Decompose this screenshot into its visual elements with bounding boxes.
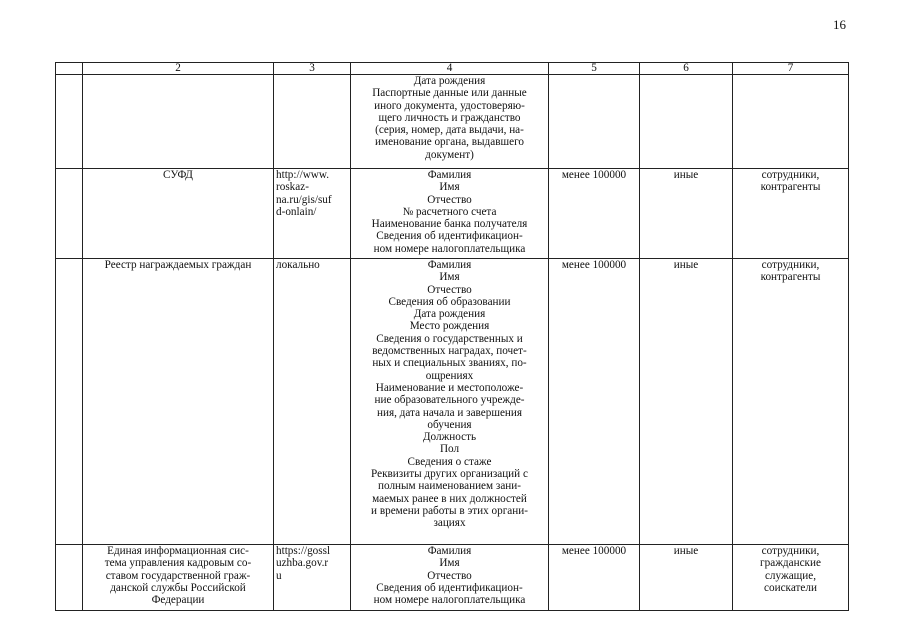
data-list-cell-line: Дата рождения xyxy=(413,308,486,321)
location-cell-line: локально xyxy=(276,259,320,271)
data-list-cell-line: № расчетного счета xyxy=(402,205,497,218)
data-list-cell-line: Отчество xyxy=(427,193,472,206)
data-list-cell-line: Дата рождения xyxy=(413,75,486,87)
subjects-cell-line: служащие, xyxy=(764,569,817,582)
data-list-cell-line: Имя xyxy=(439,557,460,570)
data-list-cell-line: (серия, номер, дата выдачи, на- xyxy=(375,124,524,137)
data-list-cell-line: иного документа, удостоверяю- xyxy=(374,99,525,112)
location-cell xyxy=(274,75,351,169)
page-number: 16 xyxy=(833,17,846,32)
data-list-cell-line: ных и специальных званиях, по- xyxy=(372,357,527,370)
data-list-cell xyxy=(351,259,549,545)
system-name-cell-line: Федерации xyxy=(151,594,205,607)
data-list-cell xyxy=(351,545,549,611)
volume-cell xyxy=(549,75,640,169)
location-cell-line: uzhba.gov.r xyxy=(276,557,329,570)
data-list-cell-line: именование органа, выдавшего xyxy=(375,136,524,149)
header-cell-5: 5 xyxy=(549,63,640,75)
subjects-cell-line: сотрудники, xyxy=(761,169,820,181)
location-cell-line: roskaz- xyxy=(276,181,309,194)
system-name-cell xyxy=(83,169,274,259)
data-list-cell-line: ном номере налогоплательщика xyxy=(373,242,526,255)
system-name-cell-line: ставом государственной граж- xyxy=(105,569,251,582)
system-name-cell xyxy=(83,259,274,545)
row-number-cell xyxy=(56,169,83,259)
data-list-cell xyxy=(351,169,549,259)
subjects-cell-line: контрагенты xyxy=(760,271,821,284)
table-row xyxy=(56,259,849,545)
data-list-cell-line: Фамилия xyxy=(427,259,472,271)
data-list-cell-line: ведомственных наградах, почет- xyxy=(372,345,527,358)
location-cell-line: d-onlain/ xyxy=(276,205,317,218)
category-cell: иные xyxy=(640,169,733,259)
data-list-cell-line: Наименование и местоположе- xyxy=(375,381,524,394)
data-list-cell-line: документ) xyxy=(425,148,474,161)
location-cell-line: http://www. xyxy=(276,169,330,181)
personal-data-systems-table xyxy=(55,62,849,611)
header-cell-2: 2 xyxy=(83,63,274,75)
subjects-cell xyxy=(733,169,849,259)
system-name-cell-line: Единая информационная сис- xyxy=(107,545,249,557)
subjects-cell xyxy=(733,259,849,545)
row-number-cell xyxy=(56,545,83,611)
table-row xyxy=(56,75,849,169)
data-list-cell-line: Сведения о государственных и xyxy=(376,332,523,345)
header-cell-7: 7 xyxy=(733,63,849,75)
data-list-cell-line: Сведения о стаже xyxy=(407,455,492,468)
system-name-cell-line: данской службы Российской xyxy=(110,581,246,594)
data-list-cell-line: ощрениях xyxy=(425,369,474,382)
system-name-cell-line: Реестр награждаемых граждан xyxy=(104,259,252,271)
header-cell-6: 6 xyxy=(640,63,733,75)
location-cell-line: u xyxy=(276,569,282,582)
volume-cell: менее 100000 xyxy=(549,259,640,545)
table-row xyxy=(56,545,849,611)
subjects-cell xyxy=(733,545,849,611)
system-name-cell xyxy=(83,545,274,611)
row-number-cell xyxy=(56,259,83,545)
data-list-cell-line: Место рождения xyxy=(409,320,490,333)
data-list-cell-line: Сведения об идентификацион- xyxy=(376,581,523,594)
data-list-cell-line: маемых ранее в них должностей xyxy=(372,492,527,505)
data-list-cell-line: Отчество xyxy=(427,283,472,296)
category-cell: иные xyxy=(640,545,733,611)
data-list-cell-line: зациях xyxy=(433,517,466,530)
subjects-cell-line: сотрудники, xyxy=(761,545,820,557)
system-name-cell-line: СУФД xyxy=(163,169,193,181)
data-list-cell-line: Фамилия xyxy=(427,545,472,557)
data-list-cell-line: полным наименованием зани- xyxy=(378,480,521,493)
data-list-cell-line: Должность xyxy=(422,431,477,444)
data-list-cell-line: Отчество xyxy=(427,569,472,582)
data-list-cell xyxy=(351,75,549,169)
row-number-cell xyxy=(56,75,83,169)
volume-cell: менее 100000 xyxy=(549,169,640,259)
data-list-cell-line: ние образовательного учрежде- xyxy=(374,394,525,407)
subjects-cell-line: контрагенты xyxy=(760,181,821,194)
location-cell xyxy=(274,545,351,611)
subjects-cell xyxy=(733,75,849,169)
data-list-cell-line: ния, дата начала и завершения xyxy=(376,406,523,419)
subjects-cell-line: гражданские xyxy=(760,557,821,570)
system-name-cell-line: тема управления кадровым со- xyxy=(104,557,252,570)
volume-cell: менее 100000 xyxy=(549,545,640,611)
data-list-cell-line: Паспортные данные или данные xyxy=(372,87,527,100)
category-cell xyxy=(640,75,733,169)
table-row xyxy=(56,169,849,259)
location-cell xyxy=(274,259,351,545)
header-cell-3: 3 xyxy=(274,63,351,75)
table-header-row xyxy=(56,63,849,75)
header-cell-1 xyxy=(56,63,83,75)
data-list-cell-line: ном номере налогоплательщика xyxy=(373,594,526,607)
data-list-cell-line: Сведения об образовании xyxy=(388,295,511,308)
system-name-cell xyxy=(83,75,274,169)
category-cell: иные xyxy=(640,259,733,545)
data-list-cell-line: щего личность и гражданство xyxy=(378,111,521,124)
subjects-cell-line: соискатели xyxy=(764,581,817,594)
data-list-cell-line: Фамилия xyxy=(427,169,472,181)
data-list-cell-line: обучения xyxy=(427,418,472,431)
data-list-cell-line: Имя xyxy=(439,181,460,194)
subjects-cell-line: сотрудники, xyxy=(761,259,820,271)
location-cell-line: na.ru/gis/suf xyxy=(276,193,332,206)
data-list-cell-line: и времени работы в этих органи- xyxy=(371,504,528,517)
data-list-cell-line: Наименование банка получателя xyxy=(371,218,528,231)
data-list-cell-line: Имя xyxy=(439,271,460,284)
data-list-cell-line: Сведения об идентификацион- xyxy=(376,230,523,243)
data-list-cell-line: Пол xyxy=(439,443,460,456)
location-cell xyxy=(274,169,351,259)
location-cell-line: https://gossl xyxy=(276,545,331,557)
data-list-cell-line: Реквизиты других организаций с xyxy=(371,468,528,481)
header-cell-4: 4 xyxy=(351,63,549,75)
